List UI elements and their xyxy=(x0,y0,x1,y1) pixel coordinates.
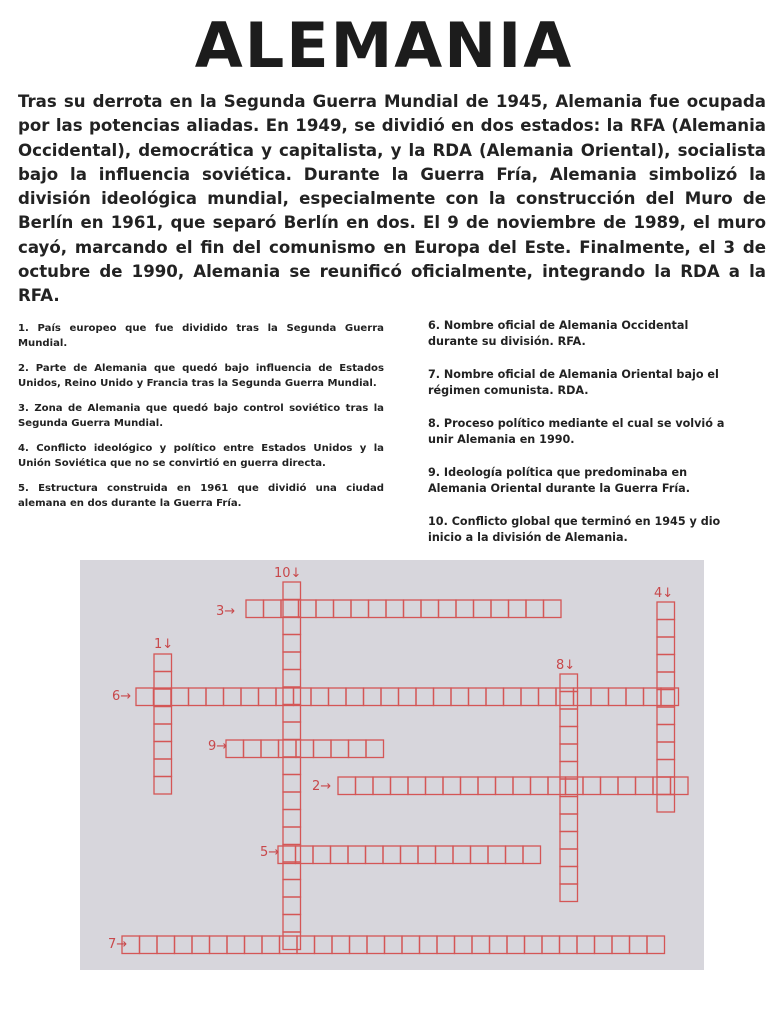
crossword-cell-w6-27[interactable] xyxy=(591,688,609,706)
crossword-cell-w8-10[interactable] xyxy=(560,832,578,850)
crossword-cell-w3-1[interactable] xyxy=(246,600,264,618)
crossword-cell-w6-30[interactable] xyxy=(644,688,662,706)
crossword-cell-w5-12[interactable] xyxy=(471,846,489,864)
crossword-cell-w6-29[interactable] xyxy=(626,688,644,706)
clue-6: 6. Nombre oficial de Alemania Occidental durante su división. RFA. xyxy=(428,319,689,348)
crossword-cell-w8-2[interactable] xyxy=(560,692,578,710)
crossword-cell-w3-15[interactable] xyxy=(491,600,509,618)
crossword-cell-w2-20[interactable] xyxy=(671,777,689,795)
crossword-cell-w4-4[interactable] xyxy=(657,655,675,673)
crossword-cell-w8-1[interactable] xyxy=(560,674,578,692)
crossword-cell-w6-11[interactable] xyxy=(311,688,329,706)
crossword-cell-w7-28[interactable] xyxy=(595,936,613,954)
crossword-cell-w8-9[interactable] xyxy=(560,814,578,832)
crossword-cell-w10-4[interactable] xyxy=(283,635,301,653)
clue-9: 9. Ideología política que predominaba en Alemania Oriental durante la Guerra Fría. xyxy=(428,466,690,495)
crossword-cell-w3-9[interactable] xyxy=(386,600,404,618)
crossword-cell-w4-8[interactable] xyxy=(657,725,675,743)
crossword-cell-w10-12[interactable] xyxy=(283,775,301,793)
crossword-cell-w5-9[interactable] xyxy=(418,846,436,864)
crossword-cell-w6-20[interactable] xyxy=(469,688,487,706)
crossword-cell-w6-18[interactable] xyxy=(434,688,452,706)
label-9: 9→ xyxy=(208,739,228,754)
crossword-cell-w7-9[interactable] xyxy=(262,936,280,954)
crossword-cell-w10-7[interactable] xyxy=(283,687,301,705)
clue-8: 8. Proceso político mediante el cual se volvió a unir Alemania en 1990. xyxy=(428,417,725,446)
crossword-cell-w6-8[interactable] xyxy=(259,688,277,706)
crossword-cell-w8-3[interactable] xyxy=(560,709,578,727)
crossword-cell-w7-20[interactable] xyxy=(455,936,473,954)
crossword-cell-w7-11[interactable] xyxy=(297,936,315,954)
crossword-cell-w10-9[interactable] xyxy=(283,722,301,740)
crossword-cell-w6-23[interactable] xyxy=(521,688,539,706)
crossword-cell-w2-2[interactable] xyxy=(356,777,374,795)
crossword-cell-w2-15[interactable] xyxy=(583,777,601,795)
crossword-cell-w5-4[interactable] xyxy=(331,846,349,864)
crossword-cell-w8-4[interactable] xyxy=(560,727,578,745)
crossword-cell-w6-2[interactable] xyxy=(154,688,172,706)
crossword-cell-w10-6[interactable] xyxy=(283,670,301,688)
crossword-cell-w9-9[interactable] xyxy=(366,740,384,758)
crossword-cell-w1-2[interactable] xyxy=(154,672,172,690)
crossword-cell-w1-6[interactable] xyxy=(154,742,172,760)
crossword-cell-w8-5[interactable] xyxy=(560,744,578,762)
crossword-cell-w3-16[interactable] xyxy=(509,600,527,618)
crossword-cell-w2-8[interactable] xyxy=(461,777,479,795)
crossword-cell-w10-17[interactable] xyxy=(283,862,301,880)
crossword-cell-w2-3[interactable] xyxy=(373,777,391,795)
crossword-cell-w2-6[interactable] xyxy=(426,777,444,795)
crossword-cell-w4-2[interactable] xyxy=(657,620,675,638)
crossword-cell-w3-18[interactable] xyxy=(544,600,562,618)
crossword-cell-w9-3[interactable] xyxy=(261,740,279,758)
crossword-cell-w3-12[interactable] xyxy=(439,600,457,618)
crossword-cell-w10-1[interactable] xyxy=(283,582,301,600)
crossword-cell-w7-30[interactable] xyxy=(630,936,648,954)
crossword-cell-w7-18[interactable] xyxy=(420,936,438,954)
clue-5: 5. Estructura construida en 1961 que dividió una ciudad alemana en dos durante la Guerra Fría. xyxy=(18,483,384,509)
crossword-cell-w2-18[interactable] xyxy=(636,777,654,795)
crossword-cell-w10-11[interactable] xyxy=(283,757,301,775)
crossword-cell-w7-3[interactable] xyxy=(157,936,175,954)
crossword-cell-w8-13[interactable] xyxy=(560,884,578,902)
crossword-cell-w1-5[interactable] xyxy=(154,724,172,742)
crossword-cell-w10-19[interactable] xyxy=(283,897,301,915)
crossword-cell-w2-11[interactable] xyxy=(513,777,531,795)
crossword-cell-w5-2[interactable] xyxy=(296,846,314,864)
crossword-cell-w1-3[interactable] xyxy=(154,689,172,707)
crossword-cell-w1-7[interactable] xyxy=(154,759,172,777)
crossword-cell-w6-28[interactable] xyxy=(609,688,627,706)
crossword-cell-w9-5[interactable] xyxy=(296,740,314,758)
crossword-cell-w6-15[interactable] xyxy=(381,688,399,706)
crossword-cell-w4-5[interactable] xyxy=(657,672,675,690)
label-6: 6→ xyxy=(112,689,132,704)
crossword-cell-w2-17[interactable] xyxy=(618,777,636,795)
crossword-cell-w10-14[interactable] xyxy=(283,810,301,828)
crossword-cell-w6-13[interactable] xyxy=(346,688,364,706)
crossword-cell-w6-22[interactable] xyxy=(504,688,522,706)
crossword-cell-w2-4[interactable] xyxy=(391,777,409,795)
crossword-cell-w7-29[interactable] xyxy=(612,936,630,954)
crossword-cell-w3-8[interactable] xyxy=(369,600,387,618)
label-8: 8↓ xyxy=(556,658,576,673)
crossword-cell-w7-27[interactable] xyxy=(577,936,595,954)
crossword-cell-w5-14[interactable] xyxy=(506,846,524,864)
crossword-cell-w10-5[interactable] xyxy=(283,652,301,670)
crossword-cell-w7-17[interactable] xyxy=(402,936,420,954)
crossword-cell-w7-8[interactable] xyxy=(245,936,263,954)
crossword-cell-w6-9[interactable] xyxy=(276,688,294,706)
crossword-cell-w6-17[interactable] xyxy=(416,688,434,706)
crossword-cell-w7-5[interactable] xyxy=(192,936,210,954)
label-2: 2→ xyxy=(312,779,332,794)
crossword-cell-w7-23[interactable] xyxy=(507,936,525,954)
crossword-cell-w7-6[interactable] xyxy=(210,936,228,954)
crossword-cell-w8-8[interactable] xyxy=(560,797,578,815)
crossword-cell-w3-13[interactable] xyxy=(456,600,474,618)
crossword-cell-w7-22[interactable] xyxy=(490,936,508,954)
crossword-cell-w4-12[interactable] xyxy=(657,795,675,813)
clue-7: 7. Nombre oficial de Alemania Oriental bajo el régimen comunista. RDA. xyxy=(428,368,719,397)
crossword-cell-w2-1[interactable] xyxy=(338,777,356,795)
crossword-cell-w5-8[interactable] xyxy=(401,846,419,864)
crossword-cell-w7-19[interactable] xyxy=(437,936,455,954)
crossword-cell-w7-21[interactable] xyxy=(472,936,490,954)
crossword-cell-w3-17[interactable] xyxy=(526,600,544,618)
crossword-cell-w5-1[interactable] xyxy=(278,846,296,864)
crossword-cell-w10-3[interactable] xyxy=(283,617,301,635)
crossword-cell-w10-21[interactable] xyxy=(283,932,301,950)
crossword-cell-w2-5[interactable] xyxy=(408,777,426,795)
crossword-cell-w6-10[interactable] xyxy=(294,688,312,706)
crossword-cell-w6-12[interactable] xyxy=(329,688,347,706)
crossword-cell-w5-7[interactable] xyxy=(383,846,401,864)
crossword-cell-w9-4[interactable] xyxy=(279,740,297,758)
crossword-cell-w9-2[interactable] xyxy=(244,740,262,758)
crossword-cell-w4-6[interactable] xyxy=(657,690,675,708)
crossword-cell-w7-2[interactable] xyxy=(140,936,158,954)
crossword-cell-w1-8[interactable] xyxy=(154,777,172,795)
crossword-cell-w6-1[interactable] xyxy=(136,688,154,706)
crossword-cell-w7-24[interactable] xyxy=(525,936,543,954)
page-title: ALEMANIA xyxy=(194,9,574,82)
label-4: 4↓ xyxy=(654,586,674,601)
crossword-cell-w3-6[interactable] xyxy=(334,600,352,618)
crossword-cell-w5-6[interactable] xyxy=(366,846,384,864)
crossword-cell-w5-5[interactable] xyxy=(348,846,366,864)
clue-2: 2. Parte de Alemania que quedó bajo influencia de Estados Unidos, Reino Unido y Francia tras la Segunda Guerra Mundial. xyxy=(18,363,384,389)
crossword-cell-w10-18[interactable] xyxy=(283,880,301,898)
crossword-cell-w6-31[interactable] xyxy=(661,688,679,706)
crossword-cell-w4-1[interactable] xyxy=(657,602,675,620)
label-7: 7→ xyxy=(108,937,128,952)
crossword-cell-w2-9[interactable] xyxy=(478,777,496,795)
crossword-cell-w2-19[interactable] xyxy=(653,777,671,795)
crossword-cell-w7-26[interactable] xyxy=(560,936,578,954)
crossword-cell-w4-7[interactable] xyxy=(657,707,675,725)
crossword-cell-w7-4[interactable] xyxy=(175,936,193,954)
crossword-cell-w10-15[interactable] xyxy=(283,827,301,845)
crossword-cell-w10-20[interactable] xyxy=(283,915,301,933)
crossword-cell-w7-15[interactable] xyxy=(367,936,385,954)
crossword-cell-w7-31[interactable] xyxy=(647,936,665,954)
crossword-cell-w1-1[interactable] xyxy=(154,654,172,672)
crossword-cell-w8-12[interactable] xyxy=(560,867,578,885)
crossword-cell-w5-3[interactable] xyxy=(313,846,331,864)
crossword-cell-w6-25[interactable] xyxy=(556,688,574,706)
crossword-cell-w7-14[interactable] xyxy=(350,936,368,954)
crossword-cell-w3-14[interactable] xyxy=(474,600,492,618)
crossword-cell-w10-16[interactable] xyxy=(283,845,301,863)
crossword-cell-w8-11[interactable] xyxy=(560,849,578,867)
label-1: 1↓ xyxy=(154,637,174,652)
crossword-cell-w7-16[interactable] xyxy=(385,936,403,954)
crossword-cell-w3-5[interactable] xyxy=(316,600,334,618)
crossword-cell-w9-7[interactable] xyxy=(331,740,349,758)
label-10: 10↓ xyxy=(274,566,302,581)
crossword-cell-w9-6[interactable] xyxy=(314,740,332,758)
crossword-cell-w10-10[interactable] xyxy=(283,740,301,758)
crossword-cell-w4-11[interactable] xyxy=(657,777,675,795)
crossword-cell-w4-3[interactable] xyxy=(657,637,675,655)
crossword-cell-w3-10[interactable] xyxy=(404,600,422,618)
crossword-cell-w4-9[interactable] xyxy=(657,742,675,760)
clues-right-column xyxy=(428,318,728,563)
crossword-cell-w6-7[interactable] xyxy=(241,688,259,706)
crossword-cell-w3-7[interactable] xyxy=(351,600,369,618)
crossword-cell-w6-19[interactable] xyxy=(451,688,469,706)
clues-left-column xyxy=(18,322,384,522)
label-5: 5→ xyxy=(260,845,280,860)
crossword-photo xyxy=(80,560,704,970)
crossword-cell-w2-12[interactable] xyxy=(531,777,549,795)
crossword-cell-w6-26[interactable] xyxy=(574,688,592,706)
crossword-cell-w4-10[interactable] xyxy=(657,760,675,778)
crossword-cell-w5-10[interactable] xyxy=(436,846,454,864)
crossword-cell-w2-16[interactable] xyxy=(601,777,619,795)
crossword-cell-w1-4[interactable] xyxy=(154,707,172,725)
clue-3: 3. Zona de Alemania que quedó bajo control soviético tras la Segunda Guerra Mundial. xyxy=(18,403,384,429)
crossword-cell-w9-8[interactable] xyxy=(349,740,367,758)
crossword-cell-w6-14[interactable] xyxy=(364,688,382,706)
crossword-cell-w7-12[interactable] xyxy=(315,936,333,954)
crossword-cell-w6-3[interactable] xyxy=(171,688,189,706)
crossword-cell-w6-24[interactable] xyxy=(539,688,557,706)
crossword-cell-w3-11[interactable] xyxy=(421,600,439,618)
crossword-cell-w6-6[interactable] xyxy=(224,688,242,706)
crossword-cell-w5-13[interactable] xyxy=(488,846,506,864)
crossword-cell-w7-10[interactable] xyxy=(280,936,298,954)
crossword-cell-w10-13[interactable] xyxy=(283,792,301,810)
crossword-cell-w7-25[interactable] xyxy=(542,936,560,954)
crossword-cell-w6-21[interactable] xyxy=(486,688,504,706)
crossword-cell-w10-8[interactable] xyxy=(283,705,301,723)
intro-paragraph: Tras su derrota en la Segunda Guerra Mundial de 1945, Alemania fue ocupada por las potencias aliadas. En 1949, se dividió en dos estados: la RFA (Alemania Occidental), democrática y capitalista, y la RDA (Alemania Oriental), socialista bajo la influencia soviética. Durante la Guerra Fría, Alemania simbolizó la división ideológica mundial, especialmente con la construcción del Muro de Berlín en 1961, que separó Berlín en dos. El 9 de noviembre de 1989, el muro cayó, marcando el fin del comunismo en Europa del Este. Finalmente, el 3 de octubre de 1990, Alemania se reunificó oficialmente, integrando la RDA a la RFA. xyxy=(18,92,766,306)
crossword-cell-w7-7[interactable] xyxy=(227,936,245,954)
clue-10: 10. Conflicto global que terminó en 1945 y dio inicio a la división de Alemania. xyxy=(428,515,721,544)
crossword-cell-w2-7[interactable] xyxy=(443,777,461,795)
crossword-cell-w5-11[interactable] xyxy=(453,846,471,864)
crossword-cell-w9-1[interactable] xyxy=(226,740,244,758)
clue-1: 1. País europeo que fue dividido tras la Segunda Guerra Mundial. xyxy=(18,323,384,349)
crossword-cell-w5-15[interactable] xyxy=(523,846,541,864)
crossword-cell-w6-4[interactable] xyxy=(189,688,207,706)
crossword-grid xyxy=(80,560,704,970)
crossword-cell-w6-16[interactable] xyxy=(399,688,417,706)
crossword-cell-w7-13[interactable] xyxy=(332,936,350,954)
clue-4: 4. Conflicto ideológico y político entre Estados Unidos y la Unión Soviética que no se convirtió en guerra directa. xyxy=(18,443,384,469)
crossword-cell-w6-5[interactable] xyxy=(206,688,224,706)
crossword-cell-w2-10[interactable] xyxy=(496,777,514,795)
label-3: 3→ xyxy=(216,604,236,619)
crossword-cell-w3-2[interactable] xyxy=(264,600,282,618)
